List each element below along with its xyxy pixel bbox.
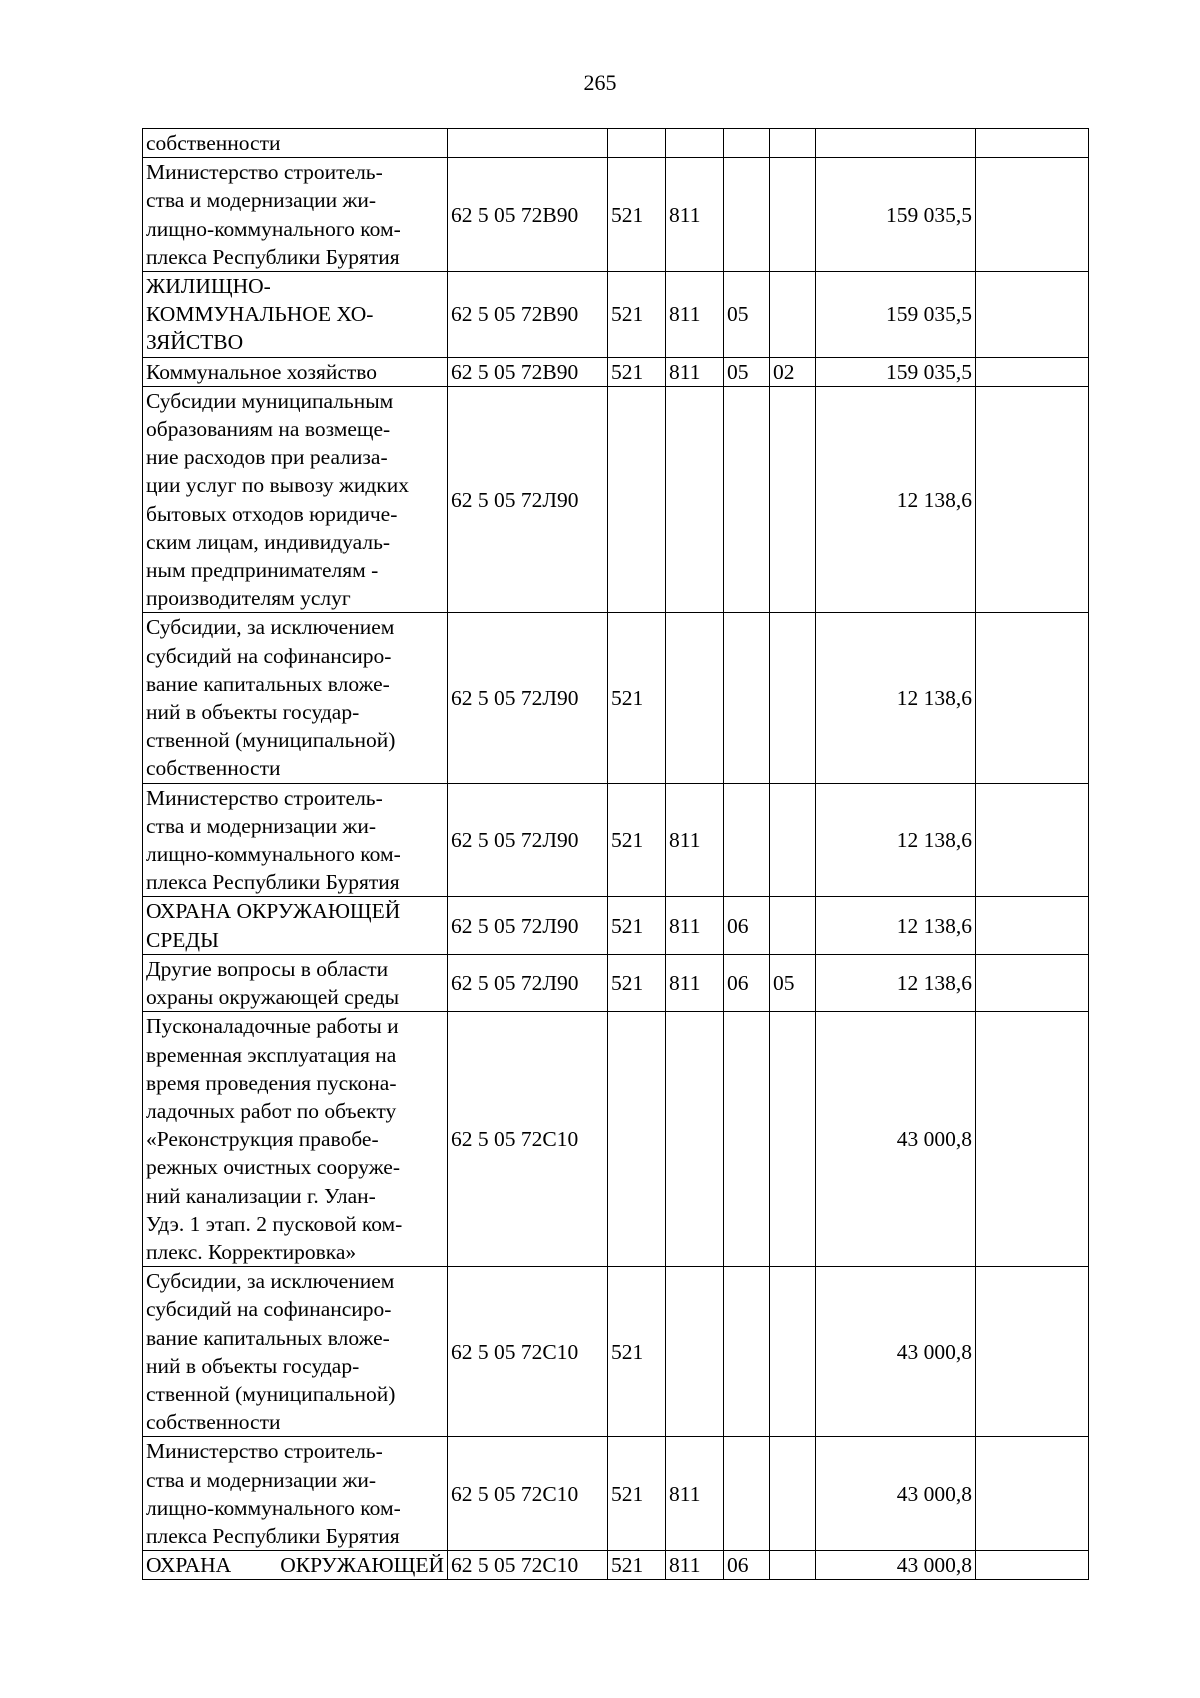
row-name-cell (143, 613, 448, 783)
table-row (143, 272, 1089, 358)
target-article-cell (448, 129, 608, 158)
grbs-cell (608, 386, 666, 613)
row-name-line: ЖИЛИЩНО- (146, 274, 271, 299)
target-article-cell: 62 5 05 72В90 (448, 272, 608, 358)
table-row (143, 129, 1089, 158)
row-name-cell (143, 357, 448, 386)
row-name-line: Удэ. 1 этап. 2 пусковой ком- (146, 1211, 403, 1236)
row-name-line: ственной (муниципальной) (146, 728, 396, 753)
row-name-line: ний в объекты государ- (146, 700, 360, 725)
target-article-cell: 62 5 05 72В90 (448, 158, 608, 272)
row-name-line: плекс. Корректировка» (146, 1239, 357, 1264)
row-name-cell (143, 1551, 448, 1580)
row-name-cell (143, 954, 448, 1011)
empty-cell (976, 1437, 1089, 1551)
row-name-line: режных очистных сооруже- (146, 1155, 401, 1180)
amount-cell: 43 000,8 (816, 1437, 976, 1551)
row-name-line: ний канализации г. Улан- (146, 1183, 376, 1208)
grbs-cell: 521 (608, 357, 666, 386)
row-name-line: лищно-коммунального ком- (146, 1495, 401, 1520)
section-cell (724, 386, 770, 613)
row-name-line: ства и модернизации жи- (146, 813, 377, 838)
row-name-line: ОХРАНА ОКРУЖАЮЩЕЙ (146, 899, 401, 924)
row-name-cell (143, 129, 448, 158)
target-article-cell: 62 5 05 72В90 (448, 357, 608, 386)
section-cell (724, 158, 770, 272)
subsection-cell (770, 613, 816, 783)
row-name-line: ским лицам, индивидуаль- (146, 529, 391, 554)
row-name-line: ства и модернизации жи- (146, 188, 377, 213)
empty-cell (976, 954, 1089, 1011)
row-name-line: «Реконструкция правобе- (146, 1127, 379, 1152)
amount-cell: 43 000,8 (816, 1267, 976, 1437)
grbs-cell: 521 (608, 1551, 666, 1580)
expense-type-cell: 811 (666, 158, 724, 272)
grbs-cell (608, 129, 666, 158)
table-row (143, 357, 1089, 386)
row-name-cell (143, 1437, 448, 1551)
expense-type-cell: 811 (666, 897, 724, 954)
target-article-cell: 62 5 05 72Л90 (448, 386, 608, 613)
amount-cell (816, 129, 976, 158)
section-cell (724, 783, 770, 897)
row-name-line: Пусконаладочные работы и (146, 1014, 399, 1039)
row-name-line: СРЕДЫ (146, 927, 219, 952)
section-cell: 05 (724, 357, 770, 386)
budget-table-body (143, 129, 1089, 1580)
row-name-line: образованиям на возмеще- (146, 417, 391, 442)
row-name-line: собственности (146, 131, 281, 155)
expense-type-cell: 811 (666, 954, 724, 1011)
section-cell: 06 (724, 897, 770, 954)
amount-cell: 159 035,5 (816, 272, 976, 358)
subsection-cell (770, 1437, 816, 1551)
row-name-cell (143, 1267, 448, 1437)
row-name-line: вание капитальных вложе- (146, 1325, 390, 1350)
row-name-line: ции услуг по вывозу жидких (146, 473, 410, 498)
empty-cell (976, 613, 1089, 783)
amount-cell: 12 138,6 (816, 386, 976, 613)
row-name-line: собственности (146, 756, 281, 781)
target-article-cell: 62 5 05 72Л90 (448, 897, 608, 954)
expense-type-cell (666, 1267, 724, 1437)
target-article-cell: 62 5 05 72Л90 (448, 954, 608, 1011)
row-name-line: лищно-коммунального ком- (146, 842, 401, 867)
subsection-cell: 02 (770, 357, 816, 386)
row-name-line: плекса Республики Бурятия (146, 1523, 400, 1548)
row-name-line: плекса Республики Бурятия (146, 244, 400, 269)
grbs-cell: 521 (608, 613, 666, 783)
row-name-line: Другие вопросы в области (146, 956, 389, 981)
row-name-line: лищно-коммунального ком- (146, 216, 401, 241)
row-name-line: субсидий на софинансиро- (146, 1297, 392, 1322)
row-name-line: ние расходов при реализа- (146, 445, 388, 470)
empty-cell (976, 1012, 1089, 1267)
subsection-cell (770, 272, 816, 358)
expense-type-cell (666, 613, 724, 783)
row-name-line: субсидий на софинансиро- (146, 643, 392, 668)
subsection-cell (770, 386, 816, 613)
budget-table (142, 128, 1089, 1580)
target-article-cell: 62 5 05 72С10 (448, 1437, 608, 1551)
row-name-line: собственности (146, 1410, 281, 1435)
expense-type-cell (666, 1012, 724, 1267)
row-name-line: охраны окружающей среды (146, 985, 400, 1010)
row-name-line: КОММУНАЛЬНОЕ ХО- (146, 302, 374, 327)
row-name-line: ладочных работ по объекту (146, 1098, 397, 1123)
section-cell (724, 613, 770, 783)
table-row (143, 1551, 1089, 1580)
empty-cell (976, 357, 1089, 386)
amount-cell: 12 138,6 (816, 954, 976, 1011)
amount-cell: 159 035,5 (816, 158, 976, 272)
subsection-cell (770, 1551, 816, 1580)
expense-type-cell (666, 386, 724, 613)
grbs-cell: 521 (608, 1267, 666, 1437)
empty-cell (976, 897, 1089, 954)
amount-cell: 159 035,5 (816, 357, 976, 386)
amount-cell: 12 138,6 (816, 613, 976, 783)
row-name-line: ства и модернизации жи- (146, 1467, 377, 1492)
row-name-cell (143, 386, 448, 613)
grbs-cell: 521 (608, 897, 666, 954)
grbs-cell (608, 1012, 666, 1267)
section-cell (724, 129, 770, 158)
target-article-cell: 62 5 05 72Л90 (448, 613, 608, 783)
subsection-cell (770, 129, 816, 158)
row-name-line: временная эксплуатация на (146, 1042, 397, 1067)
empty-cell (976, 129, 1089, 158)
empty-cell (976, 783, 1089, 897)
row-name-cell (143, 272, 448, 358)
expense-type-cell (666, 129, 724, 158)
target-article-cell: 62 5 05 72С10 (448, 1267, 608, 1437)
row-name-line: Министерство строитель- (146, 1439, 383, 1464)
expense-type-cell: 811 (666, 1437, 724, 1551)
row-name-cell (143, 897, 448, 954)
expense-type-cell: 811 (666, 357, 724, 386)
empty-cell (976, 386, 1089, 613)
empty-cell (976, 272, 1089, 358)
grbs-cell: 521 (608, 158, 666, 272)
row-name-cell (143, 1012, 448, 1267)
row-name-line: Министерство строитель- (146, 160, 383, 185)
grbs-cell: 521 (608, 954, 666, 1011)
row-name-line: Субсидии, за исключением (146, 1269, 395, 1294)
row-name-line: плекса Республики Бурятия (146, 870, 400, 895)
table-row (143, 158, 1089, 272)
row-name-line: ным предпринимателям - (146, 558, 379, 583)
target-article-cell: 62 5 05 72С10 (448, 1551, 608, 1580)
empty-cell (976, 158, 1089, 272)
row-name-line: Министерство строитель- (146, 785, 383, 810)
table-row (143, 386, 1089, 613)
section-cell (724, 1437, 770, 1551)
subsection-cell (770, 1267, 816, 1437)
row-name-line: время проведения пускона- (146, 1070, 397, 1095)
table-row (143, 1012, 1089, 1267)
table-row (143, 1437, 1089, 1551)
amount-cell: 43 000,8 (816, 1012, 976, 1267)
row-name-line: ЗЯЙСТВО (146, 330, 244, 355)
amount-cell: 12 138,6 (816, 897, 976, 954)
table-row (143, 897, 1089, 954)
row-name-line: ОХРАНА ОКРУЖАЮЩЕЙ (146, 1553, 444, 1578)
row-name-line: Субсидии муниципальным (146, 388, 394, 413)
table-row (143, 613, 1089, 783)
expense-type-cell: 811 (666, 783, 724, 897)
target-article-cell: 62 5 05 72Л90 (448, 783, 608, 897)
empty-cell (976, 1267, 1089, 1437)
row-name-cell (143, 158, 448, 272)
table-row (143, 1267, 1089, 1437)
amount-cell: 43 000,8 (816, 1551, 976, 1580)
amount-cell: 12 138,6 (816, 783, 976, 897)
subsection-cell: 05 (770, 954, 816, 1011)
row-name-line: вание капитальных вложе- (146, 671, 390, 696)
page-number: 265 (583, 70, 617, 95)
row-name-line: Коммунальное хозяйство (146, 359, 378, 384)
expense-type-cell: 811 (666, 272, 724, 358)
row-name-line: бытовых отходов юридиче- (146, 501, 398, 526)
subsection-cell (770, 1012, 816, 1267)
expense-type-cell: 811 (666, 1551, 724, 1580)
grbs-cell: 521 (608, 783, 666, 897)
subsection-cell (770, 897, 816, 954)
target-article-cell: 62 5 05 72С10 (448, 1012, 608, 1267)
row-name-line: Субсидии, за исключением (146, 615, 395, 640)
section-cell: 06 (724, 954, 770, 1011)
grbs-cell: 521 (608, 1437, 666, 1551)
table-row (143, 783, 1089, 897)
section-cell: 06 (724, 1551, 770, 1580)
section-cell: 05 (724, 272, 770, 358)
empty-cell (976, 1551, 1089, 1580)
grbs-cell: 521 (608, 272, 666, 358)
subsection-cell (770, 158, 816, 272)
table-row (143, 954, 1089, 1011)
row-name-line: производителям услуг (146, 586, 351, 611)
subsection-cell (770, 783, 816, 897)
section-cell (724, 1267, 770, 1437)
row-name-line: ственной (муниципальной) (146, 1381, 396, 1406)
row-name-cell (143, 783, 448, 897)
row-name-line: ний в объекты государ- (146, 1353, 360, 1378)
section-cell (724, 1012, 770, 1267)
